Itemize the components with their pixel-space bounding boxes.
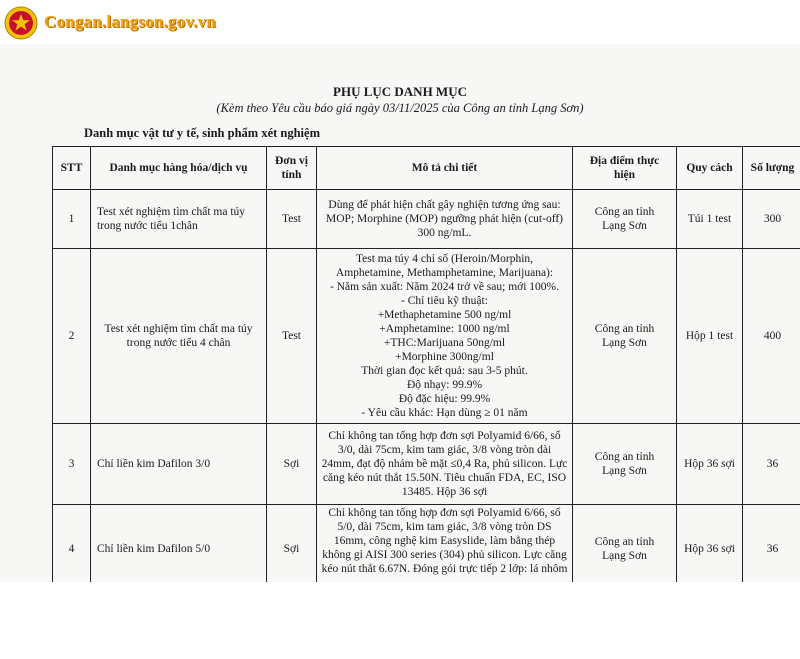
col-packing: Quy cách: [677, 147, 743, 190]
table-row: [53, 424, 800, 505]
table-header-row: [53, 147, 800, 190]
description-line: +THC:Marijuana 50ng/ml: [383, 337, 506, 349]
cell-description: [317, 505, 573, 594]
cell-description: [317, 249, 573, 424]
cell-location-line1: Công an tỉnh: [594, 206, 655, 218]
cell-stt: 1: [53, 190, 91, 249]
cell-description: [317, 424, 573, 505]
site-header: [0, 0, 800, 44]
description-line: Thời gian đọc kết quả: sau 3-5 phút.: [361, 365, 528, 377]
cell-location: [573, 424, 677, 505]
cell-packing: Hộp 36 sợi: [677, 424, 743, 505]
cell-location-line2: Lạng Sơn: [602, 550, 647, 562]
cell-unit: Test: [267, 249, 317, 424]
description-line: 300 ng/mL.: [417, 227, 472, 239]
cell-location-line1: Công an tỉnh: [594, 536, 655, 548]
description-line: +Morphine 300ng/ml: [395, 351, 494, 363]
description-line: Độ đặc hiệu: 99.9%: [398, 393, 491, 405]
description-line: Test ma túy 4 chỉ số (Heroin/Morphin,: [355, 253, 534, 265]
cell-unit: Sợi: [267, 424, 317, 505]
cell-name: Test xét nghiệm tìm chất ma túy trong nước tiểu 1chân: [91, 190, 267, 249]
description-line: 13485. Hộp 36 sợi: [401, 486, 488, 498]
cell-name: Chỉ liền kim Dafilon 3/0: [91, 424, 267, 505]
cell-location-line1: Công an tỉnh: [594, 323, 655, 335]
police-emblem-icon: [4, 6, 38, 40]
col-description: Mô tả chi tiết: [317, 147, 573, 190]
description-line: - Yêu cầu khác: Hạn dùng ≥ 01 năm: [361, 407, 528, 419]
page-subtitle: (Kèm theo Yêu cầu báo giá ngày 03/11/2025 của Công an tỉnh Lạng Sơn): [216, 101, 584, 115]
cell-location: [573, 190, 677, 249]
cell-unit: Sợi: [267, 505, 317, 594]
description-line: kéo nút thắt 6.67N. Đóng gói trực tiếp 2 lớp: lá nhôm: [321, 563, 568, 575]
cell-location-line1: Công an tỉnh: [594, 451, 655, 463]
page-title: PHỤ LỤC DANH MỤC: [333, 84, 467, 99]
col-unit: [267, 147, 317, 190]
cell-name: Chỉ liền kim Dafilon 5/0: [91, 505, 267, 594]
description-line: Độ nhạy: 99.9%: [406, 379, 483, 391]
cell-name: Test xét nghiệm tìm chất ma túy trong nước tiểu 4 chân: [91, 249, 267, 424]
description-line: - Chỉ tiêu kỹ thuật:: [401, 295, 488, 307]
cell-location-line2: Lạng Sơn: [602, 220, 647, 232]
col-unit-line1: Đơn vị: [275, 155, 308, 167]
description-line: +Amphetamine: 1000 ng/ml: [379, 323, 510, 335]
cell-unit: Test: [267, 190, 317, 249]
description-line: Chỉ không tan tổng hợp đơn sợi Polyamid 6/66, số: [328, 430, 561, 442]
table-row: [53, 190, 800, 249]
cell-packing: Hộp 1 test: [677, 249, 743, 424]
cell-description: [317, 190, 573, 249]
cell-location: [573, 505, 677, 594]
col-location-line2: hiện: [613, 169, 636, 181]
col-stt: STT: [53, 147, 91, 190]
cell-location: [573, 249, 677, 424]
cell-quantity: 400: [743, 249, 800, 424]
description-line: căng kéo nút thắt 15.50N. Tiêu chuẩn FDA, EC, ISO: [322, 472, 567, 484]
description-line: Amphetamine, Methamphetamine, Marijuana):: [335, 267, 554, 279]
description-line: không gỉ AISI 300 series (304) phủ silicon. Lực căng: [322, 549, 567, 561]
description-line: 16mm, công nghệ kim Easyslide, làm bằng thép: [333, 535, 556, 547]
cell-location-line2: Lạng Sơn: [602, 337, 647, 349]
cell-quantity: 36: [743, 424, 800, 505]
col-unit-line2: tính: [281, 169, 302, 181]
description-line: 3/0, dài 75cm, kim tam giác, 3/8 vòng tròn dài: [337, 444, 552, 456]
description-line: +Methaphetamine 500 ng/ml: [377, 309, 512, 321]
description-line: 24mm, đạt độ nhám bề mặt ≤0,4 Ra, phủ silicon. Lực: [321, 458, 568, 470]
cell-quantity: 36: [743, 505, 800, 594]
cell-packing: Hộp 36 sợi: [677, 505, 743, 594]
items-table: [52, 146, 800, 594]
description-line: - Năm sản xuất: Năm 2024 trở về sau; mới 100%.: [329, 281, 560, 293]
description-line: MOP; Morphine (MOP) ngưỡng phát hiện (cut-off): [326, 213, 563, 225]
cell-stt: 2: [53, 249, 91, 424]
description-line: Chỉ không tan tổng hợp đơn sợi Polyamid 6/66, số: [328, 507, 561, 519]
description-line: 5/0, dài 75cm, kim tam giác, 3/8 vòng tròn DS: [337, 521, 552, 533]
col-location: [573, 147, 677, 190]
cell-stt: 4: [53, 505, 91, 594]
page-cutoff: [0, 582, 800, 659]
table-row: [53, 505, 800, 594]
cell-packing: Túi 1 test: [677, 190, 743, 249]
section-title: Danh mục vật tư y tế, sinh phẩm xét nghiệm: [84, 126, 320, 140]
col-quantity: Số lượng: [743, 147, 800, 190]
cell-quantity: 300: [743, 190, 800, 249]
table-row: [53, 249, 800, 424]
col-name: Danh mục hàng hóa/dịch vụ: [91, 147, 267, 190]
cell-stt: 3: [53, 424, 91, 505]
description-line: Dùng để phát hiện chất gây nghiện tương ứng sau:: [328, 199, 561, 211]
col-location-line1: Địa điểm thực: [589, 155, 660, 167]
site-name-link[interactable]: Congan.langson.gov.vn: [44, 12, 216, 31]
cell-location-line2: Lạng Sơn: [602, 465, 647, 477]
